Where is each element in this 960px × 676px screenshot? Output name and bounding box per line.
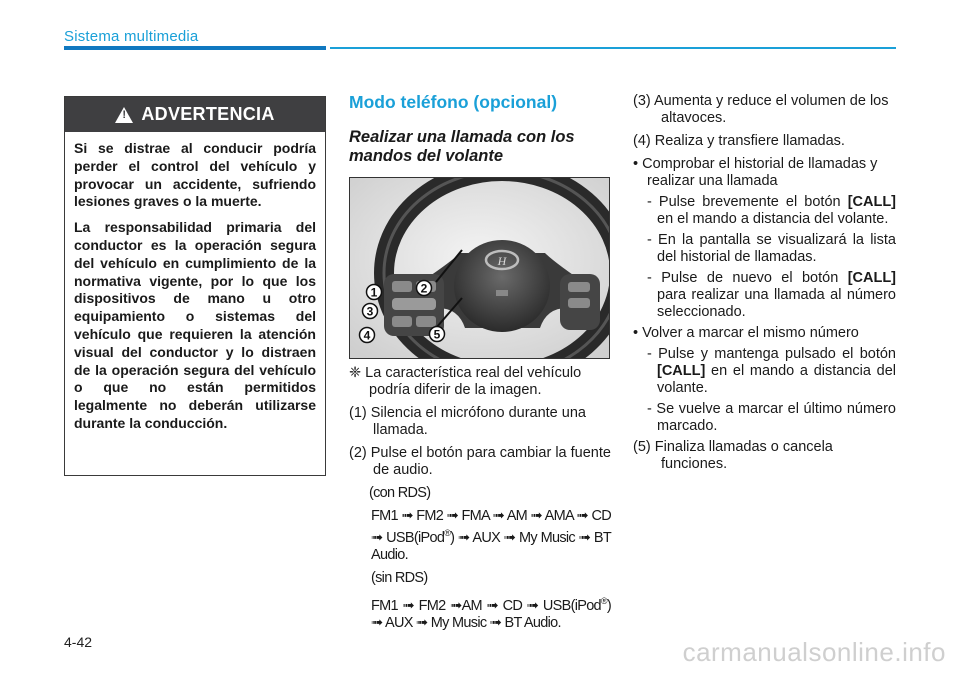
watermark: carmanualsonline.info: [682, 637, 946, 667]
sub-item: [633, 194, 896, 228]
middle-column: [349, 92, 611, 638]
page-number: 4-42: [64, 634, 93, 650]
sub-item: - En la pantalla se visualizará la lista del historial de llamadas.: [647, 232, 896, 265]
rds-label: (con RDS): [369, 485, 431, 501]
call-button-label: [CALL]: [847, 270, 897, 286]
no-rds-sequence: [371, 593, 611, 632]
no-rds-sequence-part: FM1 ➟ FM2 ➟AM ➟ CD ➟ USB(iPod: [371, 597, 601, 614]
header-rule-light: [330, 47, 896, 49]
sub-item-text: en el mando a distancia del volante.: [657, 211, 889, 227]
call-button-label: [CALL]: [847, 194, 897, 210]
list-item: (2) Pulse el botón para cambiar la fuente de audio.: [349, 445, 611, 478]
registered-mark: ®: [600, 595, 607, 606]
callout-label-4: 4: [363, 328, 371, 343]
warning-body: [65, 132, 325, 433]
callout-label-5: 5: [433, 327, 441, 342]
rds-sequence-part: ) ➟ AUX ➟ My Music ➟ BT Audio.: [371, 529, 611, 563]
sub-item-text: para realizar una llamada al número seleccionado.: [657, 287, 896, 320]
section-title: Sistema multimedia: [64, 28, 199, 45]
no-rds-sequence-part: ) ➟ AUX ➟ My Music ➟ BT Audio.: [371, 597, 611, 631]
registered-mark: ®: [444, 528, 451, 538]
warning-box: [64, 96, 326, 476]
list-item: (4) Realiza y transfiere llamadas.: [633, 133, 845, 149]
section-heading: Modo teléfono (opcional): [349, 92, 558, 112]
rds-sequence-part: FM1 ➟ FM2 ➟ FMA ➟ AM ➟ AMA ➟ CD ➟ USB(iPod: [371, 508, 611, 546]
sub-item-text: - Pulse y mantenga pulsado el botón: [647, 346, 896, 362]
warning-icon: !: [115, 107, 133, 123]
callout-label-1: 1: [370, 285, 378, 300]
warning-paragraph: Si se distrae al conducir podría perder el control del vehículo y provocar un accidente, sufriendo lesiones graves o la muerte.: [74, 140, 316, 210]
header-rule-dark: [64, 46, 326, 50]
sub-item-text: en el mando a distancia del volante.: [657, 363, 896, 396]
sub-item-text: - Pulse brevemente el botón: [647, 194, 841, 210]
svg-text:H: H: [497, 254, 507, 268]
list-item: (1) Silencia el micrófono durante una llamada.: [349, 405, 586, 438]
call-button-label: [CALL]: [657, 363, 706, 379]
steering-wheel-figure: [349, 177, 610, 359]
sub-item: [633, 346, 896, 397]
sub-item-text: - Pulse de nuevo el botón: [647, 270, 839, 286]
right-column: [633, 93, 896, 479]
warning-paragraph: La responsabilidad primaria del conductor es la operación segura del vehículo en cumplimiento de la normativa vigente, por lo que los dispositivos de mano u otro equipamiento o sistemas del vehículo que requieren la atención visual del conductor y lo distraen de la operación segura del vehículo o que no están permitidos legalmente no deberán utilizarse durante la conducción.: [74, 219, 316, 431]
bullet-item: • Comprobar el historial de llamadas y realizar una llamada: [633, 156, 878, 189]
steering-wheel-illustration: [350, 178, 609, 358]
callout-label-3: 3: [366, 304, 374, 319]
figure-note: ❈ La característica real del vehículo podría diferir de la imagen.: [349, 365, 582, 398]
rds-sequence: [371, 508, 611, 564]
no-rds-label: (sin RDS): [371, 569, 428, 586]
list-item: (5) Finaliza llamadas o cancela funciones.: [633, 439, 833, 472]
callout-label-2: 2: [420, 281, 428, 296]
warning-title: ADVERTENCIA: [141, 104, 275, 124]
sub-item: - Se vuelve a marcar el último número marcado.: [647, 401, 896, 434]
sub-item: [633, 270, 896, 321]
list-item: (3) Aumenta y reduce el volumen de los altavoces.: [633, 93, 889, 126]
bullet-item: • Volver a marcar el mismo número: [633, 325, 859, 341]
subsection-heading: Realizar una llamada con los mandos del volante: [349, 128, 575, 165]
warning-header: [65, 97, 325, 132]
